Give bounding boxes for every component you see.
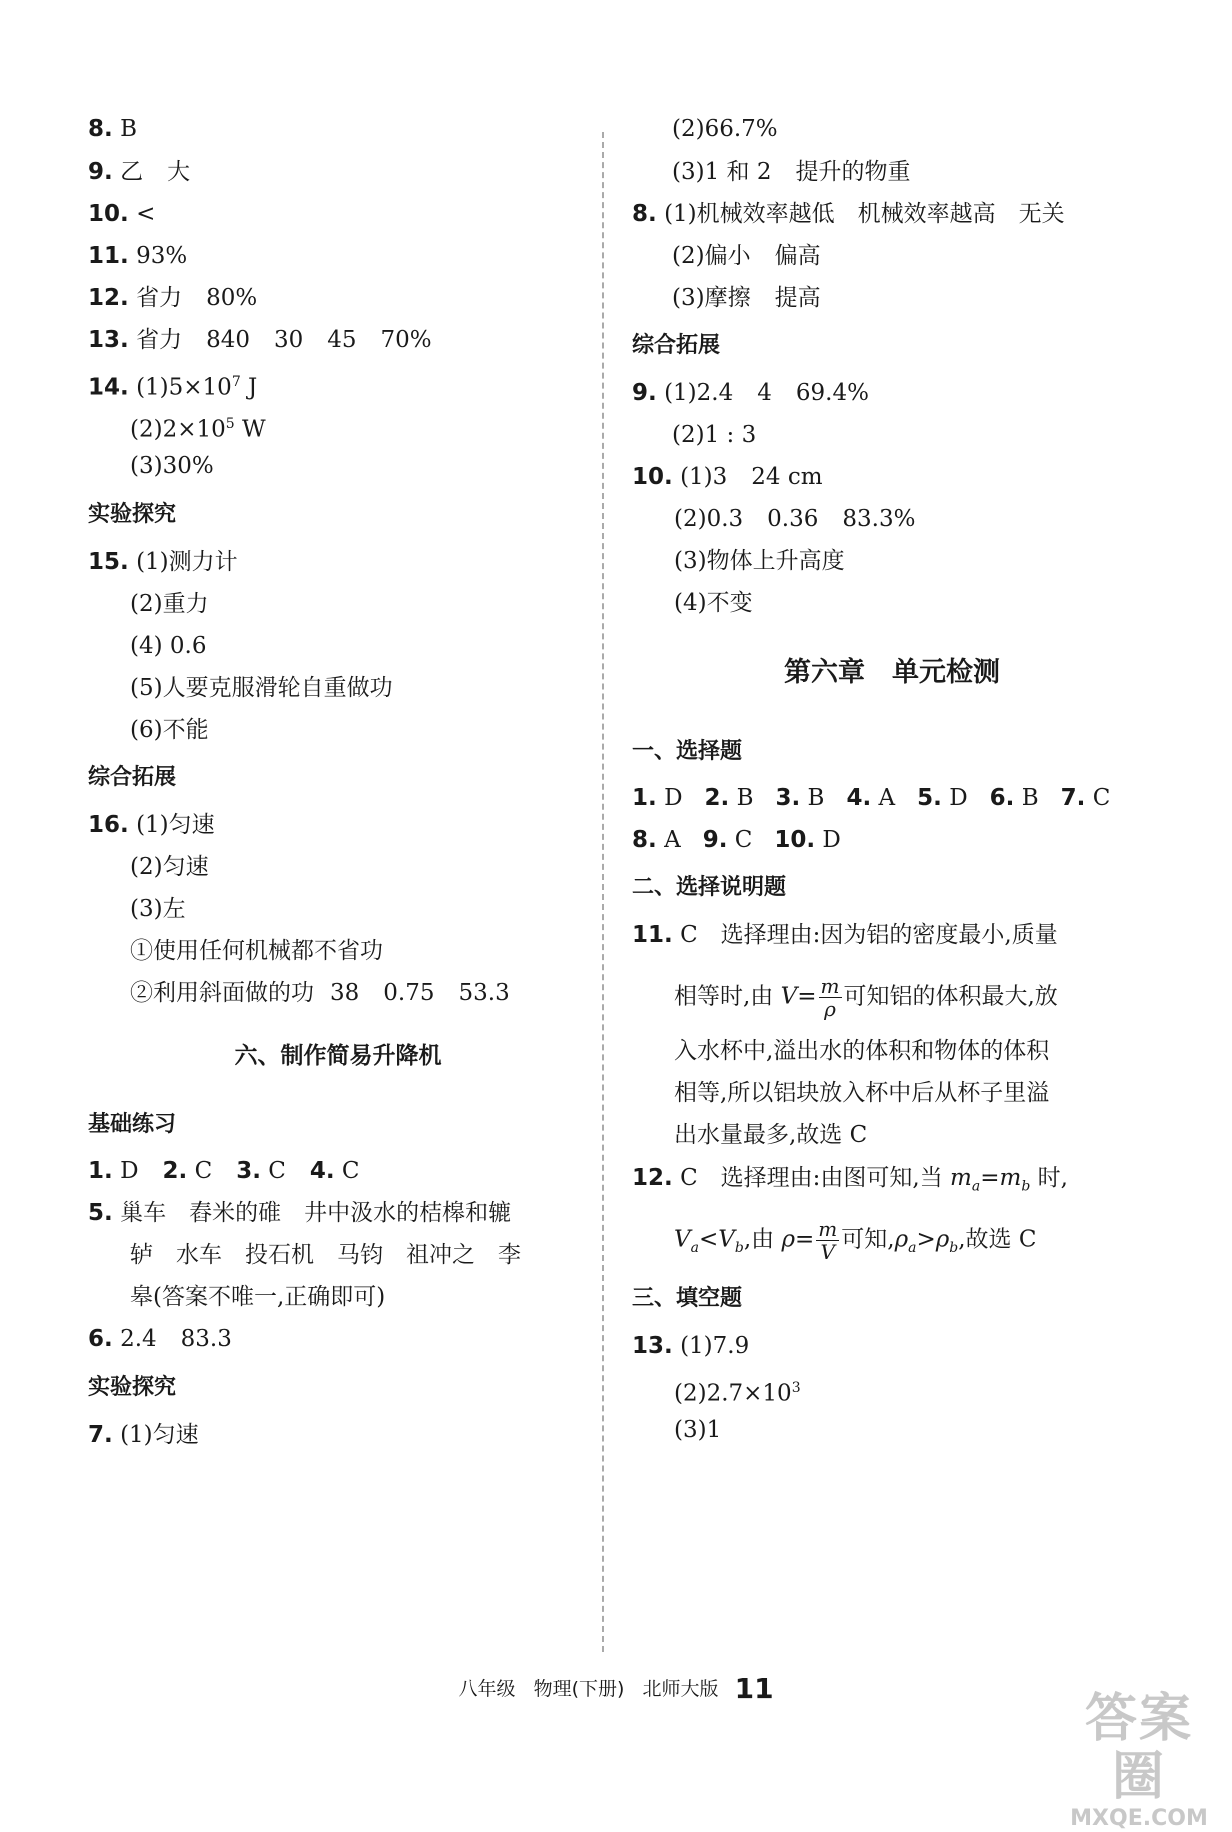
mc-answer	[1061, 785, 1111, 811]
section-experiment-2: 实验探究	[88, 1375, 177, 1400]
answer-7-part1: 7. (1)匀速	[88, 1422, 199, 1448]
answer-12-line2: $V_a<V_b$,由 ρ= $\frac{m}{V}$ 可知$,\rho_a>\rho_b$,故选 C	[674, 1217, 1037, 1264]
mc-answer	[990, 785, 1039, 811]
answer-8-part1: 8. (1)机械效率越低 机械效率越高 无关	[632, 201, 1065, 227]
answer-11-line2: 相等时,由 V= $\frac{m}{\rho}$ 可知铝的体积最大,放	[674, 974, 1058, 1021]
mc-choice: D	[949, 785, 968, 811]
answer-15-part6: (6)不能	[130, 717, 209, 743]
answer-10-part3: (3)物体上升高度	[674, 548, 845, 574]
answer-5-line2: 轳 水车 投石机 马钧 祖冲之 李	[130, 1242, 521, 1268]
answer-5-line3: 皋(答案不唯一,正确即可)	[130, 1284, 386, 1310]
footer-edition: 北师大版	[642, 1678, 719, 1700]
answer-8: 8. B	[88, 116, 137, 142]
answer-7-part3: (3)1 和 2 提升的物重	[672, 159, 911, 185]
mc-answers-row1	[632, 783, 1110, 813]
answer-11: 11. 93%	[88, 243, 188, 269]
answers-1-4: 1. D 2. C 3. C 4. C	[88, 1158, 360, 1184]
answer-11-line4: 相等,所以铝块放入杯中后从杯子里溢	[674, 1080, 1050, 1106]
mc-number: 8.	[632, 827, 657, 853]
mc-answer	[705, 785, 754, 811]
section-multiple-choice: 一、选择题	[632, 739, 743, 764]
answer-15-part1: 15. (1)测力计	[88, 549, 238, 575]
answer-9: 9. 乙 大	[88, 159, 191, 185]
answer-13-part1: 13. (1)7.9	[632, 1333, 750, 1359]
answer-11-line3: 入水杯中,溢出水的体积和物体的体积	[674, 1038, 1050, 1064]
watermark-url: MXQE.COM	[1070, 1806, 1208, 1831]
section-extension-right: 综合拓展	[632, 333, 721, 358]
mc-answer	[632, 827, 681, 853]
column-divider	[602, 132, 604, 1652]
mc-answer	[917, 785, 968, 811]
answer-15-part4: (4) 0.6	[130, 633, 207, 659]
mc-choice: B	[1021, 785, 1039, 811]
answer-16-part2: (2)匀速	[130, 854, 209, 880]
answer-12-line1: 12. C 选择理由:由图可知,当 $m_a=m_b$ 时,	[632, 1165, 1068, 1195]
answer-9-part1: 9. (1)2.4 4 69.4%	[632, 380, 869, 406]
answer-13: 13. 省力 840 30 45 70%	[88, 327, 432, 353]
chapter-title: 第六章 单元检测	[784, 657, 1000, 688]
mc-choice: C	[1092, 785, 1111, 811]
answer-13-part2: $(2)2.7\times 10^3$	[674, 1380, 801, 1407]
watermark-text: 答案圈	[1084, 1689, 1193, 1807]
mc-number: 6.	[989, 785, 1015, 811]
answer-8-part3: (3)摩擦 提高	[672, 285, 821, 311]
page-number: 11	[734, 1672, 774, 1705]
answer-15-part2: (2)重力	[130, 591, 209, 617]
answer-16-conclusion1: ①使用任何机械都不省功	[130, 938, 383, 964]
section-fill-blank: 三、填空题	[632, 1286, 743, 1311]
answer-11-line1: 11. C 选择理由:因为铝的密度最小,质量	[632, 922, 1058, 948]
section-basic-practice: 基础练习	[88, 1112, 177, 1137]
mc-answer	[775, 785, 824, 811]
mc-answer	[632, 785, 683, 811]
mc-number: 4.	[846, 785, 872, 811]
section-experiment: 实验探究	[88, 502, 177, 527]
answer-7-part2: (2)66.7%	[672, 116, 778, 142]
mc-answer	[846, 785, 895, 811]
mc-answer	[774, 827, 841, 853]
mc-number: 7.	[1060, 785, 1086, 811]
mc-number: 3.	[775, 785, 801, 811]
answer-8-part2: (2)偏小 偏高	[672, 243, 821, 269]
mc-choice: A	[878, 785, 896, 811]
answer-6: 6. 2.4 83.3	[88, 1326, 232, 1352]
answer-16-part1: 16. (1)匀速	[88, 812, 215, 838]
answer-15-part5: (5)人要克服滑轮自重做功	[130, 675, 393, 701]
fraction-m-over-rho: $\frac{m}{\rho}$	[820, 974, 840, 1021]
answer-12: 12. 省力 80%	[88, 285, 258, 311]
footer-subject: 物理(下册)	[533, 1678, 625, 1700]
mc-answers-row2	[632, 825, 841, 855]
mc-choice: B	[807, 785, 825, 811]
answer-9-part2: (2)1 : 3	[672, 422, 757, 448]
answer-14-part1: 14. $(1)5\times 10^7$ J	[88, 374, 258, 401]
mc-choice: A	[664, 827, 681, 853]
mc-number: 2.	[704, 785, 730, 811]
section-extension: 综合拓展	[88, 765, 177, 790]
mc-number: 5.	[917, 785, 942, 811]
mc-choice: D	[664, 785, 683, 811]
watermark-logo	[1064, 1689, 1214, 1831]
answer-5-line1: 5. 巢车 舂米的碓 井中汲水的桔槔和辘	[88, 1200, 512, 1226]
footer-grade: 八年级	[458, 1678, 516, 1700]
answer-13-part3: (3)1	[674, 1417, 722, 1443]
mc-number: 1.	[632, 785, 657, 811]
answer-16-conclusion2: ②利用斜面做的功 38 0.75 53.3	[130, 980, 510, 1006]
answer-14-part3: (3)30%	[130, 453, 214, 479]
mc-choice: B	[736, 785, 754, 811]
answer-10-part2: (2)0.3 0.36 83.3%	[674, 506, 916, 532]
answer-14-part2: $(2)2\times 10^5$ W	[130, 416, 266, 443]
section-choice-explain: 二、选择说明题	[632, 875, 787, 900]
answer-16-part3: (3)左	[130, 896, 186, 922]
mc-choice: C	[734, 827, 753, 853]
mc-answer	[703, 827, 753, 853]
lesson-title: 六、制作简易升降机	[234, 1043, 442, 1069]
answer-10-part1: 10. (1)3 24 cm	[632, 464, 823, 490]
fraction-m-over-v: $\frac{m}{V}$	[818, 1217, 838, 1264]
answer-10: 10. <	[88, 201, 156, 227]
mc-number: 10.	[774, 827, 816, 853]
mc-choice: D	[822, 827, 841, 853]
answer-11-line5: 出水量最多,故选 C	[674, 1122, 868, 1148]
answer-10-part4: (4)不变	[674, 590, 753, 616]
mc-number: 9.	[702, 827, 728, 853]
page-footer	[0, 1672, 1232, 1705]
